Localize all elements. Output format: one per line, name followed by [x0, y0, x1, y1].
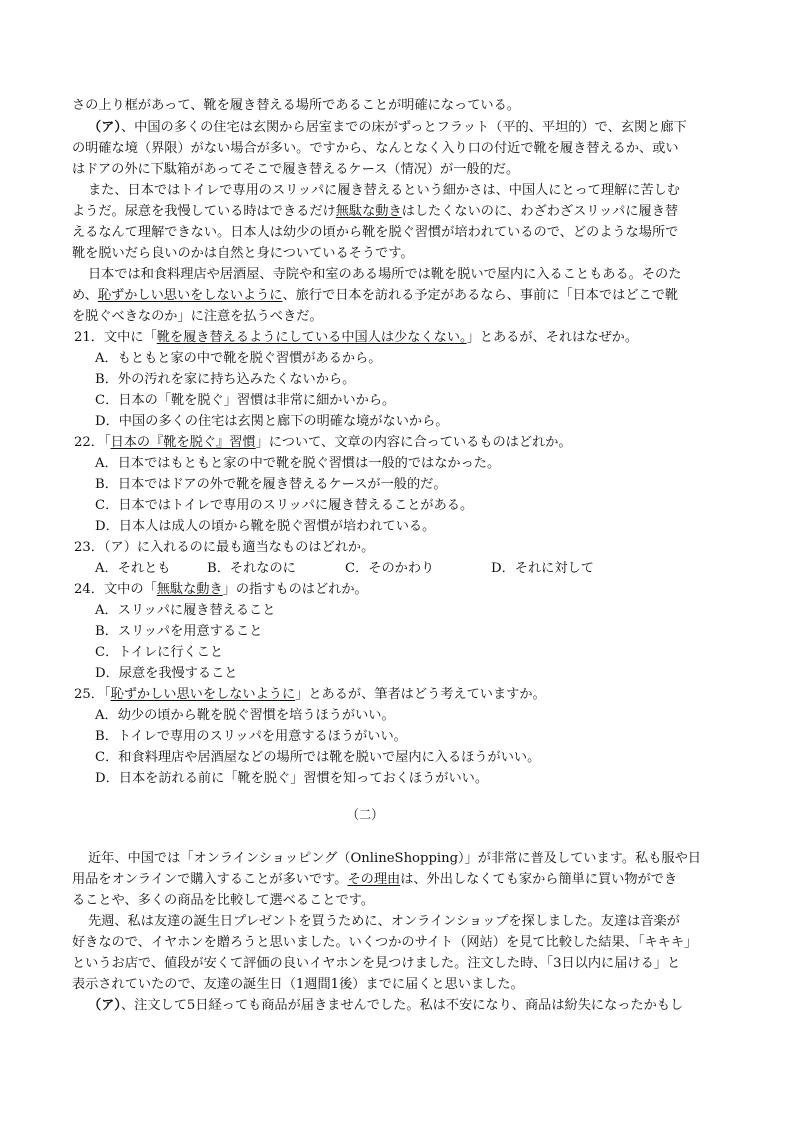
passage-line: [72, 891, 374, 911]
blank-marker: （ア）: [88, 998, 121, 1013]
option-a[interactable]: [95, 601, 275, 621]
option-b[interactable]: [95, 727, 407, 747]
option-d[interactable]: [95, 664, 237, 684]
option-c[interactable]: C．そのかわり: [345, 561, 435, 576]
text: 用品をオンラインで購入することが多いです。: [72, 872, 348, 887]
text: さの上り框があって、靴を履き替える場所であることが明確になっている。: [72, 98, 520, 113]
option-c[interactable]: [95, 391, 395, 411]
text: D．日本人は成人の頃から靴を脱ぐ習慣が培われている。: [95, 519, 436, 534]
passage-line: [72, 307, 323, 327]
text: A．スリッパに履き替えること: [95, 603, 276, 618]
passage-line: [72, 202, 678, 222]
text: を脱ぐべきなのか」に注意を払うべきだ。: [72, 309, 323, 324]
text: 先週、私は友達の誕生日プレゼントを買うために、オンラインショップを探しました。友達は音楽が: [88, 914, 680, 929]
option-a[interactable]: A．それとも: [95, 561, 171, 576]
option-row: [95, 559, 594, 579]
text: 」とあるが、筆者はどう考えていますか。: [295, 687, 546, 702]
text: 、旅行で日本を訪れる予定があるなら、事前に「日本ではどこで靴: [282, 288, 679, 303]
passage-line: [72, 223, 678, 243]
text: 25．「: [74, 687, 111, 702]
text: 、注文して5日経っても商品が届きませんでした。私は不安になり、商品は紛失になったかもし: [120, 998, 684, 1013]
underlined-phrase: 恥ずかしい思いをしないように: [110, 687, 296, 702]
underlined-phrase: その理由: [347, 872, 401, 887]
section-heading: [0, 806, 730, 826]
text: 23．（ア）に入れるのに最も適当なものはどれか。: [74, 540, 375, 555]
text: はしたくないのに、わざわざスリッパに履き替: [401, 204, 679, 219]
option-c[interactable]: [95, 748, 540, 768]
text: C．日本の「靴を脱ぐ」習慣は非常に細かいから。: [95, 393, 396, 408]
text: （二）: [346, 808, 384, 823]
passage-line: [72, 870, 677, 890]
underlined-phrase: 恥ずかしい思いをしないように: [97, 288, 283, 303]
text: 表示されていたので、友達の誕生日（1週間1後）までに届くと思いました。: [72, 977, 524, 992]
question-25: [74, 685, 546, 705]
text: 」の指すものはどれか。: [222, 582, 368, 597]
text: B．トイレで専用のスリッパを用意するほうがいい。: [95, 729, 407, 744]
passage-line: [88, 265, 681, 285]
text: 22．「: [74, 435, 111, 450]
passage-line: [72, 244, 414, 264]
text: 日本では和食料理店や居酒屋、寺院や和室のある場所では靴を脱いで屋内に入ることもある。そのた: [88, 267, 682, 282]
text: 24．文中の「: [74, 582, 157, 597]
underlined-phrase: 靴を履き替えるようにしている中国人は少なくない。: [156, 330, 467, 345]
passage-line: [72, 139, 679, 159]
text: A．幼少の頃から靴を脱ぐ習慣を培うほうがいい。: [95, 708, 395, 723]
text: 好きなので、イヤホンを贈ろうと思いました。いくつかのサイト（网站）を見て比較した結果、「キキキ」: [72, 935, 698, 950]
passage-line: [72, 160, 519, 180]
question-24: [74, 580, 368, 600]
option-c[interactable]: [95, 496, 473, 516]
text: C．トイレに行くこと: [95, 645, 224, 660]
text: は、外出しなくても家から簡単に買い物ができ: [400, 872, 678, 887]
option-a[interactable]: [95, 454, 500, 474]
underlined-phrase: 日本の『靴を脱ぐ』習慣: [110, 435, 256, 450]
text: はドアの外に下駄箱があってそこで履き替えるケース（情况）が一般的だ。: [72, 162, 520, 177]
passage-line: [88, 118, 687, 138]
option-d[interactable]: [95, 412, 448, 432]
option-a[interactable]: [95, 349, 381, 369]
passage-line: [72, 286, 678, 306]
text: D．尿意を我慢すること: [95, 666, 238, 681]
passage-line: [72, 975, 524, 995]
text: D．中国の多くの住宅は玄関と廊下の明確な境がないから。: [95, 414, 449, 429]
text: A．日本ではもともと家の中で靴を脱ぐ習慣は一般的ではなかった。: [95, 456, 501, 471]
passage-line: [72, 954, 680, 974]
option-d[interactable]: D．それに対して: [491, 561, 594, 576]
text: C．和食料理店や居酒屋などの場所では靴を脱いで屋内に入るほうがいい。: [95, 750, 541, 765]
passage-line: [88, 849, 701, 869]
text: め、: [72, 288, 98, 303]
underlined-phrase: 無駄な動き: [156, 582, 223, 597]
text: A．もともと家の中で靴を脱ぐ習慣があるから。: [95, 351, 382, 366]
text: C．日本ではトイレで専用のスリッパに履き替えることがある。: [95, 498, 474, 513]
blank-marker: （ア）: [88, 120, 121, 135]
text: 近年、中国では「オンラインショッピング（OnlineShopping）」が非常に普及しています。私も服や日: [88, 851, 701, 866]
option-a[interactable]: [95, 706, 395, 726]
text: 靴を脱いだら良いのかは自然と身についているそうです。: [72, 246, 414, 261]
text: D．日本を訪れる前に「靴を脱ぐ」習慣を知っておくほうがいい。: [95, 771, 489, 786]
text: また、日本ではトイレで専用のスリッパに履き替えるという細かさは、中国人にとって理解に苦しむ: [88, 183, 680, 198]
option-d[interactable]: [95, 769, 488, 789]
passage-line: [88, 996, 683, 1016]
question-23: [74, 538, 374, 558]
underlined-phrase: 無駄な動き: [335, 204, 402, 219]
option-b[interactable]: [95, 622, 262, 642]
passage-line: [88, 912, 680, 932]
option-b[interactable]: B．それなのに: [207, 561, 296, 576]
text: の明確な境（界限）がない場合が多い。ですから、なんとなく入り口の付近で靴を履き替えるか、或い: [72, 141, 679, 156]
option-d[interactable]: [95, 517, 435, 537]
option-b[interactable]: [95, 475, 447, 495]
question-21: [74, 328, 638, 348]
option-b[interactable]: [95, 370, 355, 390]
text: ようだ。尿意を我慢している時はできるだけ: [72, 204, 336, 219]
passage-line: [72, 96, 520, 116]
text: 」とあるが、それはなぜか。: [466, 330, 639, 345]
text: B．スリッパを用意すること: [95, 624, 263, 639]
text: というお店で、値段が安くて評価の良いイヤホンを見つけました。注文した時、「3日以内に届ける」と: [72, 956, 681, 971]
text: B．外の汚れを家に持ち込みたくないから。: [95, 372, 356, 387]
text: ることや、多くの商品を比較して選べることです。: [72, 893, 374, 908]
text: 」について、文章の内容に合っているものはどれか。: [255, 435, 572, 450]
option-c[interactable]: [95, 643, 223, 663]
text: B．日本ではドアの外で靴を履き替えるケースが一般的だ。: [95, 477, 447, 492]
question-22: [74, 433, 572, 453]
text: 、中国の多くの住宅は玄関から居室までの床がずっとフラット（平的、平坦的）で、玄関と廊下: [120, 120, 687, 135]
text: 21．文中に「: [74, 330, 157, 345]
text: えるなんて理解できない。日本人は幼少の頃から靴を脱ぐ習慣が培われているので、どのような場所で: [72, 225, 679, 240]
passage-line: [72, 933, 697, 953]
passage-line: [88, 181, 680, 201]
